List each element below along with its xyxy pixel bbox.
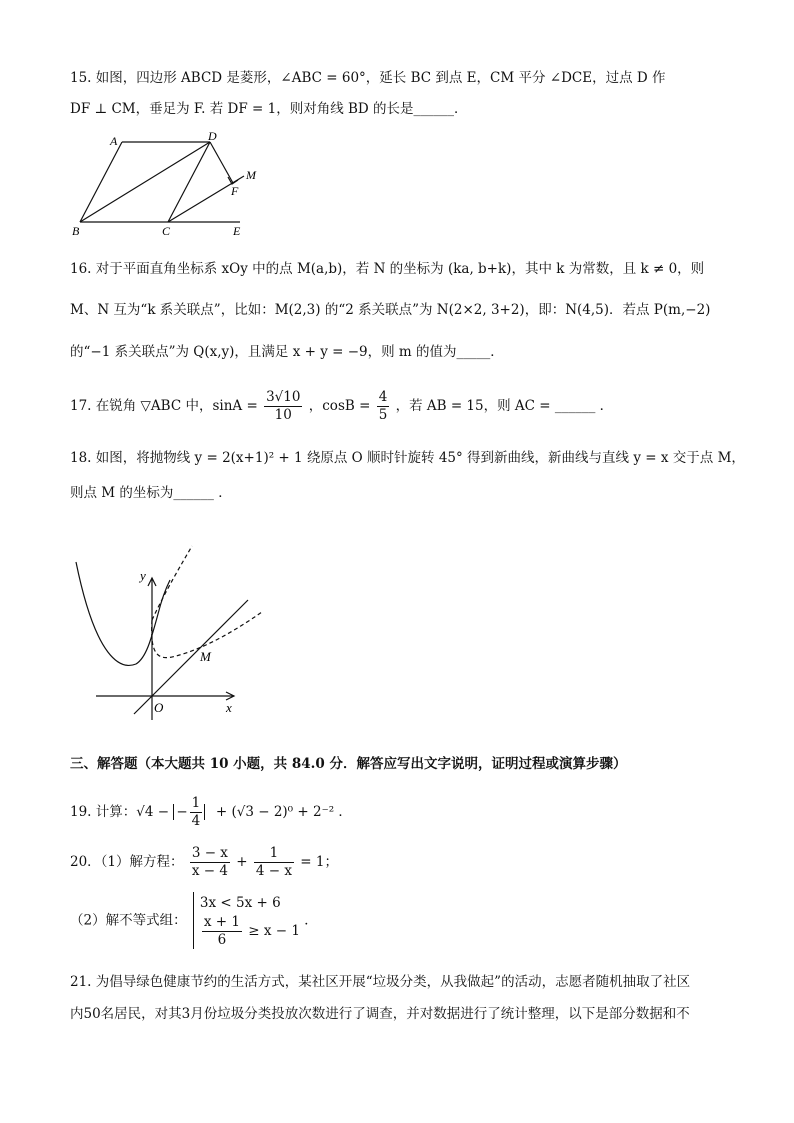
q20-f2-den: 4 − x bbox=[255, 863, 292, 879]
q17-suffix: ，若 AB = 15，则 AC = ______ ． bbox=[395, 398, 614, 414]
q17-line bbox=[70, 386, 613, 426]
section-3-heading: 三、解答题（本大题共 10 小题，共 84.0 分．解答应写出文字说明，证明过程或演算步骤） bbox=[70, 756, 627, 772]
q20-part1 bbox=[70, 842, 338, 882]
q20-part1-suffix: = 1； bbox=[300, 854, 338, 870]
q18-line1: 18. 如图，将抛物线 y = 2(x+1)² + 1 绕原点 O 顺时针旋转 45° 得到新曲线，新曲线与直线 y = x 交于点 M， bbox=[70, 450, 745, 466]
label-x: x bbox=[226, 700, 232, 715]
q15-line2: DF ⊥ CM，垂足为 F. 若 DF = 1，则对角线 BD 的长是______． bbox=[70, 101, 468, 117]
q17-mid: ，cosB = bbox=[308, 398, 371, 414]
q20-f1-den: x − 4 bbox=[191, 863, 228, 879]
q20-part1-prefix: 20．（1）解方程： bbox=[70, 854, 184, 870]
q19-line: 19. 计算：√4 − − $\frac{1}{4}$ + (√3 − 2)⁰ + 2⁻² ． bbox=[70, 795, 352, 829]
q19-den: 4 bbox=[191, 813, 201, 829]
label-y: y bbox=[140, 568, 146, 583]
label-E: E bbox=[233, 224, 241, 238]
label-M: M bbox=[200, 649, 211, 664]
q16-line3: 的“−1 系关联点”为 Q(x,y)，且满足 x + y = −9，则 m 的值为_____． bbox=[70, 344, 504, 360]
rhombus-figure bbox=[68, 128, 268, 240]
label-B: B bbox=[72, 224, 80, 238]
q15-line1: 15. 如图，四边形 ABCD 是菱形，∠ABC = 60°，延长 BC 到点 E，CM 平分 ∠DCE，过点 D 作 bbox=[70, 70, 666, 86]
label-M: M bbox=[246, 168, 256, 182]
q20-inequality-system bbox=[193, 892, 300, 949]
q20-ineq2-frac bbox=[202, 914, 242, 949]
q19-prefix: 19. 计算：√4 − bbox=[70, 804, 170, 820]
q20-ineq2-den: 6 bbox=[217, 932, 227, 948]
q20-frac2 bbox=[254, 845, 294, 880]
label-A: A bbox=[110, 134, 118, 148]
q16-line1: 16. 对于平面直角坐标系 xOy 中的点 M(a,b)，若 N 的坐标为 (ka, b+k)，其中 k 为常数，且 k ≠ 0，则 bbox=[70, 261, 705, 277]
q17-sin-fraction bbox=[264, 389, 302, 424]
q21-line2: 内50名居民，对其3月份垃圾分类投放次数进行了调查，并对数据进行了统计整理，以下是部分数据和不 bbox=[70, 1006, 690, 1022]
q20-f1-num: 3 − x bbox=[191, 845, 228, 861]
q20-ineq2-rest: ≥ x − 1 bbox=[248, 923, 300, 939]
q20-end: ． bbox=[304, 912, 318, 929]
q19-suffix: + (√3 − 2)⁰ + 2⁻² ． bbox=[215, 804, 352, 820]
q20-ineq1: 3x < 5x + 6 bbox=[199, 895, 281, 911]
label-C: C bbox=[162, 224, 171, 238]
q17-prefix: 17. 在锐角 ▽ABC 中，sinA = bbox=[70, 398, 258, 414]
q20-part2 bbox=[70, 892, 318, 949]
q18-line2: 则点 M 的坐标为______ ． bbox=[70, 485, 232, 501]
q20-frac1 bbox=[190, 845, 230, 880]
q20-plus: + bbox=[236, 854, 248, 870]
q16-line2: M、N 互为“k 系关联点”，比如：M(2,3) 的“2 系关联点”为 N(2×2, 3+2)，即：N(4,5)．若点 P(m,−2) bbox=[70, 302, 711, 318]
q17-sin-den: 10 bbox=[274, 407, 292, 423]
q20-f2-num: 1 bbox=[254, 845, 294, 863]
q19-num: 1 bbox=[191, 795, 201, 811]
q17-cos-fraction bbox=[377, 389, 390, 424]
q20-ineq2-num: x + 1 bbox=[203, 914, 240, 930]
label-D: D bbox=[208, 129, 217, 143]
q20-part2-prefix: （2）解不等式组： bbox=[70, 912, 187, 929]
q17-cos-den: 5 bbox=[378, 407, 388, 423]
label-F: F bbox=[231, 184, 239, 198]
label-O: O bbox=[154, 700, 164, 715]
q21-line1: 21. 为倡导绿色健康节约的生活方式，某社区开展“垃圾分类，从我做起”的活动，志愿者随机抽取了社区 bbox=[70, 974, 691, 990]
q19-fraction bbox=[190, 795, 203, 830]
q17-cos-num: 4 bbox=[378, 389, 388, 405]
q17-sin-num: 3√10 bbox=[266, 389, 301, 405]
parabola-figure bbox=[66, 540, 266, 740]
